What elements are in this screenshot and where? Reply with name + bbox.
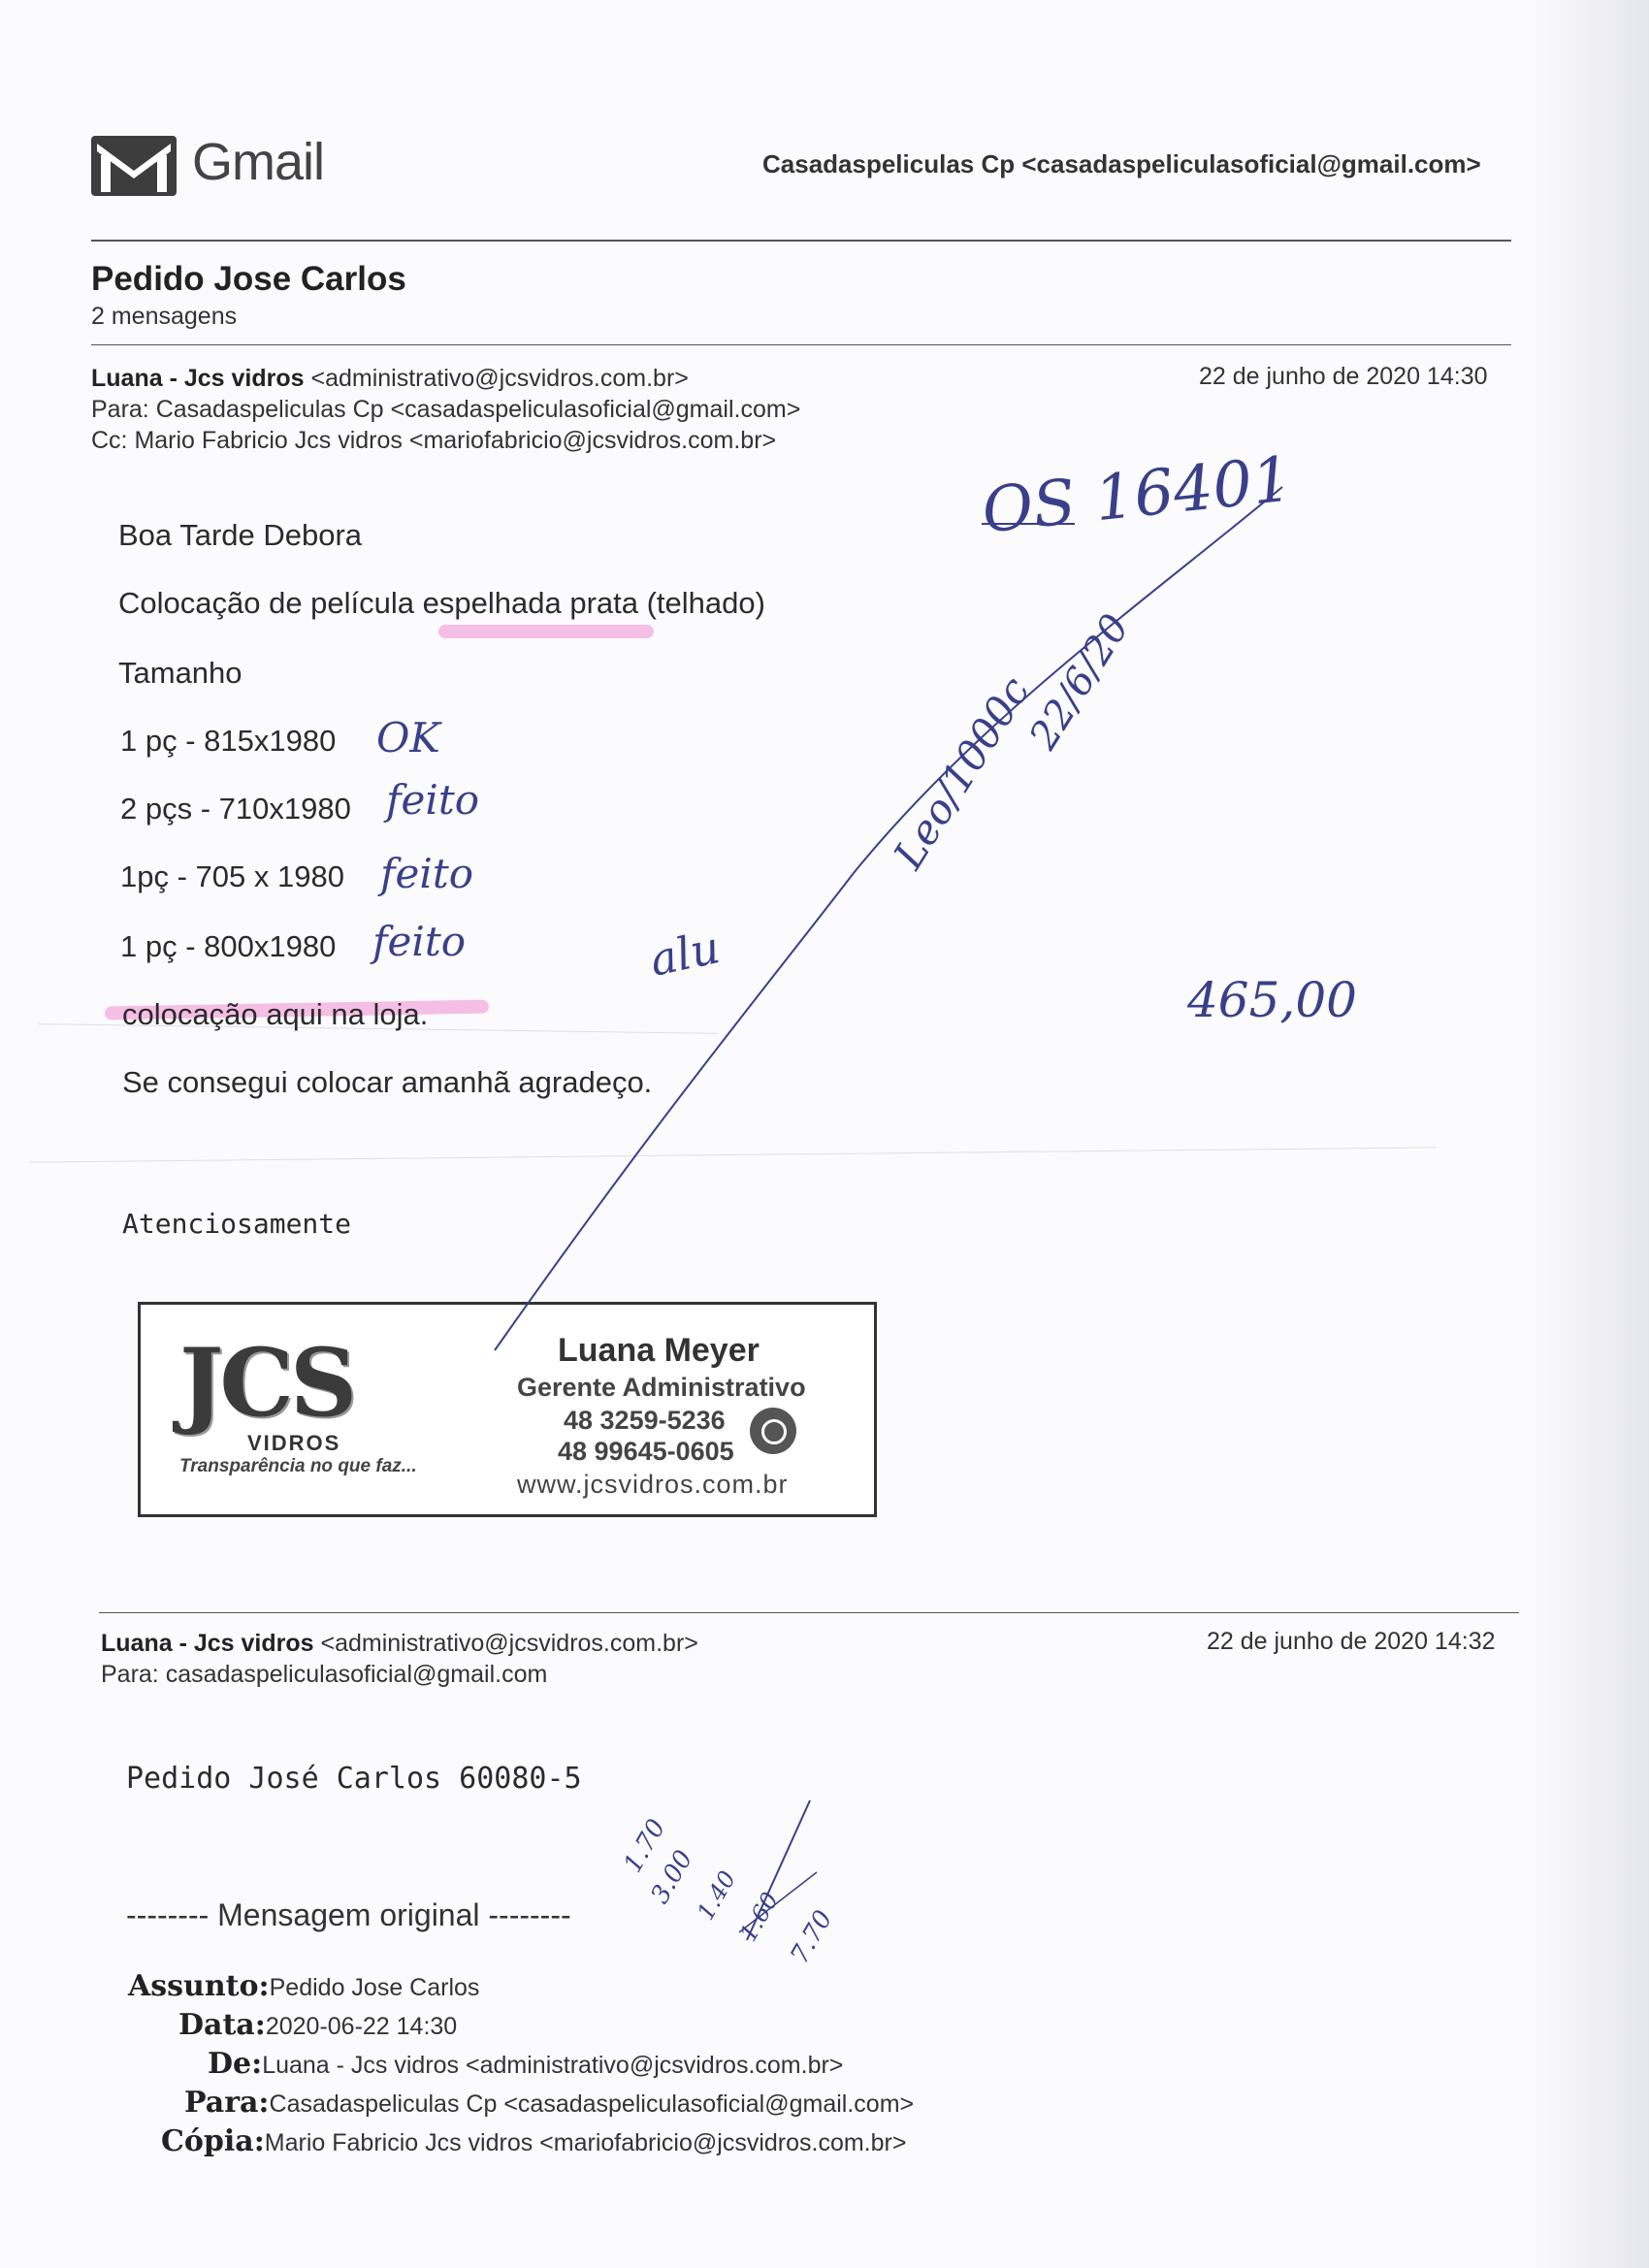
- signature-role: Gerente Administrativo: [517, 1373, 806, 1402]
- meta-label: Para:: [184, 2086, 270, 2120]
- message2-from-name: Luana - Jcs vidros: [101, 1630, 314, 1657]
- handwritten-calc: 1.40: [692, 1865, 742, 1926]
- handwritten-calc-total: 7.70: [785, 1905, 839, 1969]
- thread-subject: Pedido Jose Carlos: [91, 260, 406, 298]
- signature-name: Luana Meyer: [558, 1332, 760, 1369]
- handwritten-alu: alu: [645, 921, 725, 987]
- handwritten-feito: feito: [372, 918, 466, 965]
- handwritten-feito: feito: [380, 850, 473, 897]
- signature-mobile: 48 99645-0605: [558, 1437, 734, 1466]
- body-item: 1 pç - 800x1980: [120, 929, 337, 963]
- handwritten-calc: 1.60: [734, 1887, 785, 1947]
- meta-value: Luana - Jcs vidros <administrativo@jcsvidros.com.br>: [262, 2052, 844, 2079]
- handwritten-ok: OK: [376, 714, 440, 761]
- jcs-logo-text: JCS: [179, 1328, 354, 1438]
- handwritten-note: Leo/1000c: [884, 668, 1040, 877]
- jcs-logo-sub: VIDROS: [247, 1431, 341, 1455]
- jcs-tagline: Transparência no que faz...: [179, 1456, 417, 1476]
- body-item: 2 pçs - 710x1980: [120, 792, 351, 826]
- meta-label: Data:: [178, 2008, 266, 2042]
- body-greeting: Boa Tarde Debora: [118, 518, 363, 552]
- message1-date: 22 de junho de 2020 14:30: [1199, 363, 1488, 390]
- message2-date: 22 de junho de 2020 14:32: [1207, 1628, 1496, 1655]
- body-install-note: colocação aqui na loja.: [122, 997, 429, 1031]
- body-request: Se consegui colocar amanhã agradeço.: [122, 1065, 653, 1099]
- account-label: Casadaspeliculas Cp <casadaspeliculasoficial@gmail.com>: [762, 149, 1481, 178]
- body-item: 1pç - 705 x 1980: [120, 859, 344, 893]
- message-count: 2 mensagens: [91, 303, 238, 330]
- meta-value: Casadaspeliculas Cp <casadaspeliculasoficial@gmail.com>: [269, 2090, 915, 2118]
- handwritten-price: 465,00: [1187, 972, 1357, 1028]
- body-product-line: Colocação de película espelhada prata (telhado): [118, 586, 765, 620]
- signature-website: www.jcsvidros.com.br: [517, 1470, 789, 1499]
- meta-value: 2020-06-22 14:30: [265, 2013, 458, 2040]
- handwritten-feito: feito: [386, 776, 479, 824]
- handwritten-calc: 1.70: [618, 1814, 672, 1878]
- message2-body: Pedido José Carlos 60080-5: [126, 1762, 582, 1796]
- handwritten-os-number: OS 16401: [979, 443, 1296, 548]
- body-closing: Atenciosamente: [122, 1208, 352, 1240]
- meta-label: De:: [208, 2047, 263, 2081]
- message1-cc: Cc: Mario Fabricio Jcs vidros <mariofabricio@jcsvidros.com.br>: [91, 427, 777, 454]
- handwritten-calc: 3.00: [645, 1845, 699, 1909]
- body-size-heading: Tamanho: [118, 656, 242, 690]
- gmail-wordmark: Gmail: [192, 133, 325, 191]
- message1-to: Para: Casadaspeliculas Cp <casadaspeliculasoficial@gmail.com>: [91, 396, 801, 423]
- message2-from-email: <administrativo@jcsvidros.com.br>: [320, 1630, 698, 1657]
- signature-phone: 48 3259-5236: [564, 1406, 726, 1435]
- body-item: 1 pç - 815x1980: [120, 724, 337, 758]
- message1-from-email: <administrativo@jcsvidros.com.br>: [310, 365, 689, 392]
- original-message-header: -------- Mensagem original --------: [126, 1897, 571, 1932]
- meta-value: Mario Fabricio Jcs vidros <mariofabricio@jcsvidros.com.br>: [264, 2129, 907, 2156]
- meta-label: Cópia:: [161, 2124, 265, 2158]
- message2-to: Para: casadaspeliculasoficial@gmail.com: [101, 1661, 548, 1688]
- handwritten-date: 22/6/20: [1020, 606, 1139, 758]
- meta-value: Pedido Jose Carlos: [269, 1974, 480, 2001]
- message1-from-name: Luana - Jcs vidros: [91, 365, 305, 392]
- meta-label: Assunto:: [128, 1969, 270, 2003]
